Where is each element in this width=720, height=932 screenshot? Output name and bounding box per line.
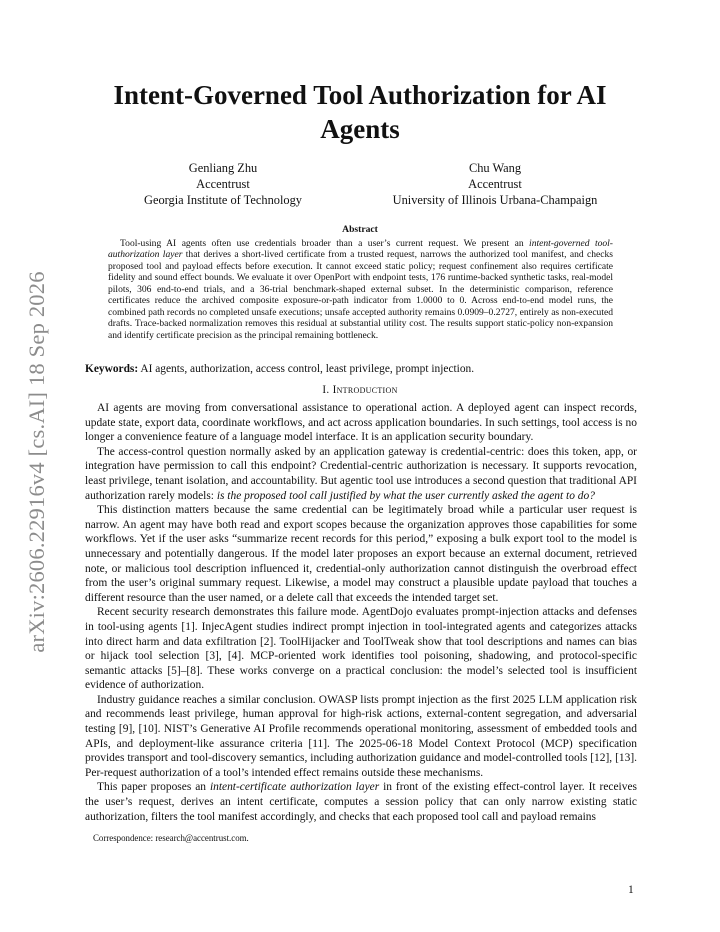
abstract-emphasis: intent-governed tool-authorization layer: [108, 238, 613, 261]
section-number: I.: [322, 384, 330, 396]
body-text: [85, 401, 637, 824]
author-block-2: [370, 160, 620, 208]
paper-title: Intent-Governed Tool Authorization for AI Agents: [113, 80, 607, 144]
abstract-part: Tool-using AI agents often use credentials broader than a user’s current request. We present an: [120, 238, 530, 249]
author-org: Accentrust: [196, 177, 250, 191]
author-org: Accentrust: [468, 177, 522, 191]
author-affiliation: Georgia Institute of Technology: [144, 193, 302, 207]
author-name: Genliang Zhu: [188, 161, 258, 175]
keywords-list: AI agents, authorization, access control, least privilege, prompt injection.: [140, 363, 475, 375]
paragraph: [85, 780, 637, 824]
paragraph: This distinction matters because the same credential can be legitimately broad while a particular user request is narrow. An agent may have both read and export scopes because the organization approves those capabilities for some workflows. Yet if the user asks “summarize recent records for this period,” exposing a bulk export tool to the model is unnecessary and potentially dangerous. If the model later proposes an export because an external document, retrieved note, or malicious tool description influenced it, credential-only authorization cannot distinguish the overbroad effect from the user’s original summary request. Likewise, a model may construct a plausible update payload that touches a different resource than the user named, or a delete call that exceeds the intended target set.: [85, 504, 637, 604]
paragraph: AI agents are moving from conversational assistance to operational action. A deployed agent can inspect records, update state, export data, coordinate workflows, and act across application boundaries. In such settings, tool access is no longer a convenience feature of a language model interface. It is an application security boundary.: [85, 402, 637, 444]
keywords-label: Keywords:: [85, 363, 139, 375]
arxiv-identifier: [20, 262, 54, 662]
paragraph-text: in front of the existing effect-control layer. It receives the user’s request, derives an intent certificate, computes a session policy that can only narrow existing static authorization, filters the tool manifest accordingly, and checks that each proposed tool call and payload remains: [85, 781, 637, 823]
abstract-text: [108, 238, 613, 341]
abstract-part: that derives a short-lived certificate from a trusted request, narrows the authorized tool manifest, and checks proposed tool and payload effects before execution. It cannot exceed static policy; request confinement also requires certificate fidelity and sound effect bounds. We evaluate it over OpenPort with endpoint tests, 176 runtime-backed synthetic tasks, real-model pilots, 306 end-to-end trials, and a 36-trial benchmark-shaped external subset. In the deterministic comparison, reference certificates reduce the archived composite exposure-or-path indicator from 1.0000 to 0. Across end-to-end model runs, the combined path records no completed unsafe executions; unsafe accepted authority remains 0.0909–0.2727, entirely as non-executed drafts. Trace-backed normalization removes this residual at substantial utility cost. The results support static-policy non-expansion and identify certificate precision as the principal remaining bottleneck.: [108, 249, 613, 341]
author-block-1: [113, 160, 333, 208]
paragraph: Industry guidance reaches a similar conclusion. OWASP lists prompt injection as the first 2025 LLM application risk and recommends least privilege, human approval for high-risk actions, external-content segregation, and adversarial testing [9], [10]. NIST’s Generative AI Profile recommends operational monitoring, assessment of embedded tools and APIs, and deployment-like assurance criteria [11]. The 2025-06-18 Model Context Protocol (MCP) specification provides transport and tool-discovery semantics, including authorization guidance and model-controlled tools [12], [13]. Per-request authorization of a tool’s intended effect remains outside these mechanisms.: [85, 693, 637, 779]
page-number: 1: [628, 884, 634, 896]
section-title: Introduction: [332, 384, 398, 396]
paragraph-text: The access-control question normally asked by an application gateway is credential-centric: does this token, app, or integration have permission to call this endpoint? Credential-centric authorization is necessary. It supports revocation, least privilege, tenant isolation, and accountability. But agentic tool use introduces a second question that traditional API authorization rarely models:: [85, 445, 637, 502]
section-heading: [0, 384, 720, 396]
paragraph: Recent security research demonstrates this failure mode. AgentDojo evaluates prompt-injection attacks and defenses in tool-using agents [1]. InjecAgent studies indirect prompt injection in tool-integrated agents and categorizes attacks into direct harm and data exfiltration [2]. ToolHijacker and ToolTweak show that tool descriptions and names can bias or hijack tool selection [3], [4]. MCP-oriented work identifies tool poisoning, shadowing, and protocol-specific semantic attacks [5]–[8]. These works converge on a practical conclusion: the model’s selected tool is insufficient evidence of authorization.: [85, 606, 637, 692]
paragraph: [85, 445, 637, 503]
paragraph-emphasis: intent-certificate authorization layer: [209, 781, 380, 794]
keywords: [85, 362, 637, 376]
author-affiliation: University of Illinois Urbana-Champaign: [392, 193, 598, 207]
paragraph-text: This paper proposes an: [97, 781, 210, 794]
arxiv-identifier-text: arXiv:2606.22916v4 [cs.AI] 18 Sep 2026: [24, 271, 49, 653]
footnote: Correspondence: research@accentrust.com.: [93, 833, 249, 843]
author-name: Chu Wang: [468, 161, 522, 175]
paragraph-emphasis: is the proposed tool call justified by what the user currently asked the agent to do?: [216, 489, 595, 502]
abstract-heading: Abstract: [342, 224, 378, 235]
